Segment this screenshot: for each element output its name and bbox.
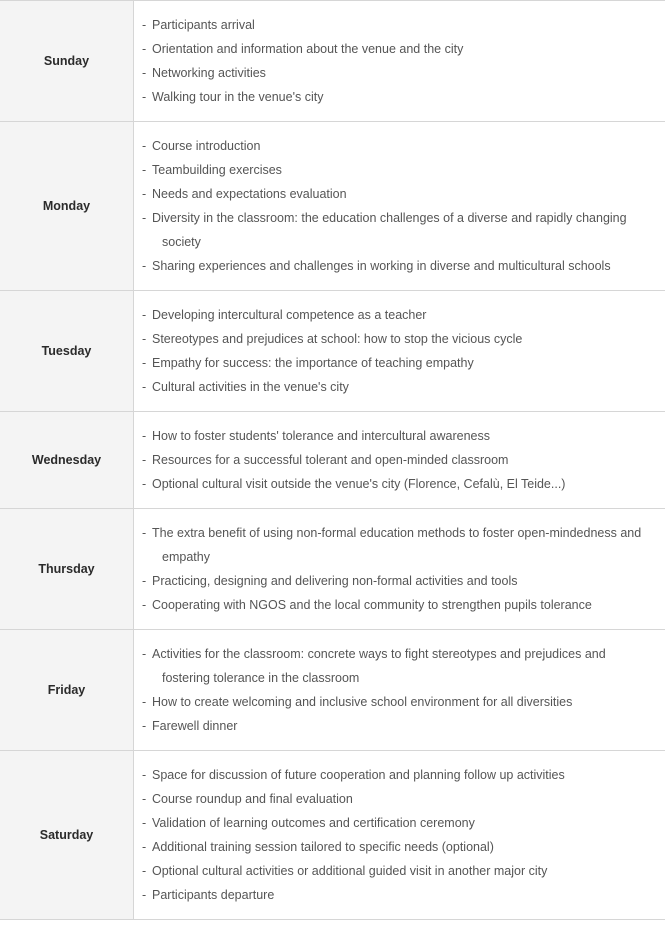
activity-item: - Participants arrival	[162, 13, 657, 37]
dash-bullet: -	[142, 90, 147, 104]
activity-item: - Stereotypes and prejudices at school: how to stop the vicious cycle	[162, 327, 657, 351]
activity-item: - Farewell dinner	[162, 714, 657, 738]
activity-item: - Optional cultural visit outside the venue's city (Florence, Cefalù, El Teide...)	[162, 472, 657, 496]
activity-item: - Empathy for success: the importance of teaching empathy	[162, 351, 657, 375]
activities-list	[134, 751, 665, 920]
activity-item: - How to foster students' tolerance and intercultural awareness	[162, 424, 657, 448]
dash-bullet: -	[142, 574, 147, 588]
dash-bullet: -	[142, 526, 147, 540]
day-label: Sunday	[0, 1, 134, 122]
schedule-row-wednesday	[0, 412, 665, 509]
dash-bullet: -	[142, 864, 147, 878]
dash-bullet: -	[142, 308, 147, 322]
dash-bullet: -	[142, 332, 147, 346]
day-label: Friday	[0, 630, 134, 751]
activity-item: - Teambuilding exercises	[162, 158, 657, 182]
dash-bullet: -	[142, 18, 147, 32]
activity-item: - Space for discussion of future cooperation and planning follow up activities	[162, 763, 657, 787]
dash-bullet: -	[142, 356, 147, 370]
dash-bullet: -	[142, 163, 147, 177]
schedule-row-saturday	[0, 751, 665, 920]
activity-item: - How to create welcoming and inclusive school environment for all diversities	[162, 690, 657, 714]
activity-item: - The extra benefit of using non-formal education methods to foster open-mindedness and empathy	[162, 521, 657, 569]
dash-bullet: -	[142, 816, 147, 830]
activities-list	[134, 630, 665, 751]
activity-item: - Course roundup and final evaluation	[162, 787, 657, 811]
dash-bullet: -	[142, 647, 147, 661]
activity-item: - Walking tour in the venue's city	[162, 85, 657, 109]
dash-bullet: -	[142, 695, 147, 709]
dash-bullet: -	[142, 888, 147, 902]
schedule-row-monday	[0, 122, 665, 291]
dash-bullet: -	[142, 187, 147, 201]
schedule-body	[0, 1, 665, 920]
activity-item: - Resources for a successful tolerant and open-minded classroom	[162, 448, 657, 472]
activity-item: - Participants departure	[162, 883, 657, 907]
dash-bullet: -	[142, 66, 147, 80]
dash-bullet: -	[142, 840, 147, 854]
day-label: Tuesday	[0, 291, 134, 412]
day-label: Wednesday	[0, 412, 134, 509]
activity-item: - Orientation and information about the venue and the city	[162, 37, 657, 61]
activity-item: - Optional cultural activities or additional guided visit in another major city	[162, 859, 657, 883]
dash-bullet: -	[142, 719, 147, 733]
dash-bullet: -	[142, 768, 147, 782]
activity-item: - Developing intercultural competence as a teacher	[162, 303, 657, 327]
dash-bullet: -	[142, 453, 147, 467]
activity-item: - Additional training session tailored to specific needs (optional)	[162, 835, 657, 859]
day-label: Saturday	[0, 751, 134, 920]
dash-bullet: -	[142, 429, 147, 443]
schedule-row-sunday	[0, 1, 665, 122]
schedule-row-friday	[0, 630, 665, 751]
activity-item: - Sharing experiences and challenges in working in diverse and multicultural schools	[162, 254, 657, 278]
activities-list	[134, 1, 665, 122]
activities-list	[134, 122, 665, 291]
dash-bullet: -	[142, 139, 147, 153]
activity-item: - Diversity in the classroom: the education challenges of a diverse and rapidly changing society	[162, 206, 657, 254]
activities-list	[134, 291, 665, 412]
day-label: Monday	[0, 122, 134, 291]
activity-item: - Course introduction	[162, 134, 657, 158]
activity-item: - Practicing, designing and delivering non-formal activities and tools	[162, 569, 657, 593]
activities-list	[134, 412, 665, 509]
dash-bullet: -	[142, 380, 147, 394]
dash-bullet: -	[142, 598, 147, 612]
dash-bullet: -	[142, 259, 147, 273]
dash-bullet: -	[142, 42, 147, 56]
activity-item: - Cultural activities in the venue's city	[162, 375, 657, 399]
activity-item: - Needs and expectations evaluation	[162, 182, 657, 206]
activity-item: - Networking activities	[162, 61, 657, 85]
activity-item: - Validation of learning outcomes and certification ceremony	[162, 811, 657, 835]
activities-list	[134, 509, 665, 630]
dash-bullet: -	[142, 211, 147, 225]
schedule-row-tuesday	[0, 291, 665, 412]
day-label: Thursday	[0, 509, 134, 630]
dash-bullet: -	[142, 477, 147, 491]
schedule-row-thursday	[0, 509, 665, 630]
dash-bullet: -	[142, 792, 147, 806]
activity-item: - Cooperating with NGOS and the local community to strengthen pupils tolerance	[162, 593, 657, 617]
activity-item: - Activities for the classroom: concrete ways to fight stereotypes and prejudices and fostering tolerance in the classroom	[162, 642, 657, 690]
